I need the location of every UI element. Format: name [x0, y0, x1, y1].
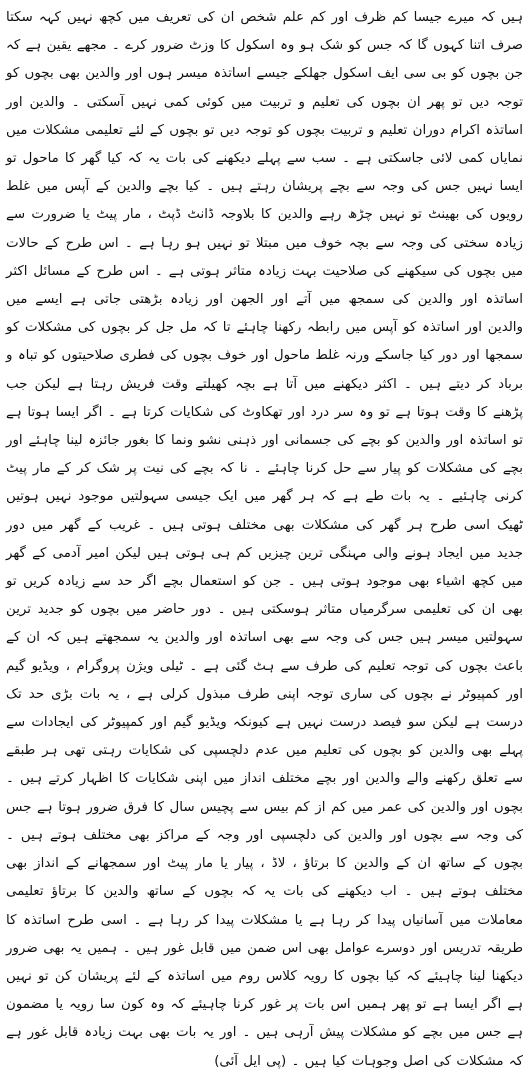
article-body-text: ہیں کہ میرے جیسا کم ظرف اور کم علم شخص ان کی تعریف میں کچھ نہیں کہہ سکتا صرف اتنا کہوں گا کہ جس کو شک ہو وہ اسکول کا وزٹ ضرور کرے ۔ مجھے یقین ہے کہ جن بچوں کو بی سی ایف اسکول جھلکے جیسے اساتذہ میسر ہوں اور والدین بھی بچوں کو توجہ دیں تو پھر ان بچوں کی تعلیم و تربیت میں کوئی کمی نہیں آسکتی ۔ والدین اور اساتذہ اکرام دوران تعلیم و تربیت بچوں کو توجہ دیں تو بچوں کے لئے تعلیمی مشکلات میں نمایاں کمی لائی جاسکتی ہے ۔ سب سے پہلے دیکھنے کی بات یہ کہ کیا گھر کا ماحول تو ایسا نہیں جس کی وجہ سے بچے پریشان رہتے ہیں ۔ کیا بچے والدین کے آپس میں غلط رویوں کی بھینٹ تو نہیں چڑھ رہے والدین کا بلاوجہ ڈانٹ ڈپٹ ، مار پیٹ یا ضرورت سے زیادہ سختی کی وجہ سے بچہ خوف میں مبتلا تو نہیں ہو رہا ہے ۔ اس طرح کے حالات میں بچوں کی سیکھنے کی صلاحیت بہت زیادہ متاثر ہوتی ہے ۔ اس طرح کے مسائل اکثر اساتذہ اور والدین کی سمجھ میں آتے اور الجھن اور زیادہ بڑھتی جاتی ہے ایسے میں والدین اور اساتذہ کو آپس میں رابطہ رکھنا چاہئے تا کہ مل جل کر بچوں کی مشکلات کو سمجھا اور دور کیا جاسکے ورنہ غلط ماحول اور خوف بچوں کی فطری صلاحیتوں کو تباہ و برباد کر دیتے ہیں ۔ اکثر دیکھنے میں آتا ہے بچہ کھیلتے وقت فریش رہتا ہے لیکن جب پڑھنے کا وقت ہوتا ہے تو وہ سر درد اور تھکاوٹ کی شکایات کرتا ہے ۔ اگر ایسا ہوتا ہے تو اساتذہ اور والدین کو بچے کی جسمانی اور ذہنی نشو ونما کا بغور جائزہ لینا چاہئے اور بچے کی مشکلات کو پیار سے حل کرنا چاہئے ۔ نا کہ بچے کی نیت پر شک کر کے مار پیٹ کرنی چاہئیے ۔ یہ بات طے ہے کہ ہر گھر میں ایک جیسی سہولتیں موجود نہیں ہوتیں ٹھیک اسی طرح ہر گھر کی مشکلات بھی مختلف ہوتی ہیں ۔ غریب کے گھر میں دور جدید میں ایجاد ہونے والی مہنگی ترین چیزیں کم ہی ہوتی ہیں لیکن امیر آدمی کے گھر میں کچھ اشیاء بھی موجود ہوتی ہیں ۔ جن کو استعمال بچے اگر حد سے زیادہ کریں تو بھی ان کی تعلیمی سرگرمیاں متاثر ہوسکتی ہیں ۔ دور حاضر میں بچوں کو جدید ترین سہولتیں میسر ہیں جس کی وجہ سے بھی اساتذہ اور والدین یہ سمجھتے ہیں کہ ان کے باعث بچوں کی توجہ تعلیم کی طرف سے ہٹ گئی ہے ۔ ٹیلی ویژن پروگرام ، ویڈیو گیم اور کمپیوٹر نے بچوں کی ساری توجہ اپنی طرف مبذول کرلی ہے ، یہ بات بڑی حد تک درست ہے لیکن سو فیصد درست نہیں ہے کیونکہ ویڈیو گیم اور کمپیوٹر کی ایجادات سے پہلے بھی والدین کو بچوں کی تعلیم میں عدم دلچسپی کی شکایات رہتی تھی ہر طبقے سے تعلق رکھنے والے والدین اور بچے مختلف انداز میں اپنی شکایات کا اظہار کرتے ہیں ۔ بچوں اور والدین کی عمر میں کم از کم بیس سے پچیس سال کا فرق ضرور ہوتا ہے جس کی وجہ سے بچوں اور والدین کی دلچسپی اور وجہ کے مراکز بھی مختلف ہوتے ہیں ۔ بچوں کے ساتھ ان کے والدین کا برتاؤ ، لاڈ ، پیار یا مار پیٹ اور سمجھانے کے انداز بھی مختلف ہوتے ہیں ۔ اب دیکھنے کی بات یہ کہ بچوں کے ساتھ والدین کا برتاؤ تعلیمی معاملات میں آسانیاں پیدا کر رہا ہے یا مشکلات پیدا کر رہا ہے ۔ اسی طرح اساتذہ کا طریقہ تدریس اور دوسرے عوامل بھی اس ضمن میں قابل غور ہیں ۔ ہمیں یہ بھی ضرور دیکھنا لینا چاہیئے کہ کیا بچوں کا رویہ کلاس روم میں اساتذہ کے لئے پریشان کن تو نہیں ہے اگر ایسا ہے تو پھر ہمیں اس بات پر غور کرنا چاہیئے کہ وہ کون سا رویہ یا مضمون ہے جس میں بچے کو مشکلات پیش آرہی ہیں ۔ اور یہ بات بھی بہت زیادہ قابل غور ہے کہ مشکلات کی اصل وجوہات کیا ہیں ۔ (پی ایل آئی) [6, 10, 523, 1069]
